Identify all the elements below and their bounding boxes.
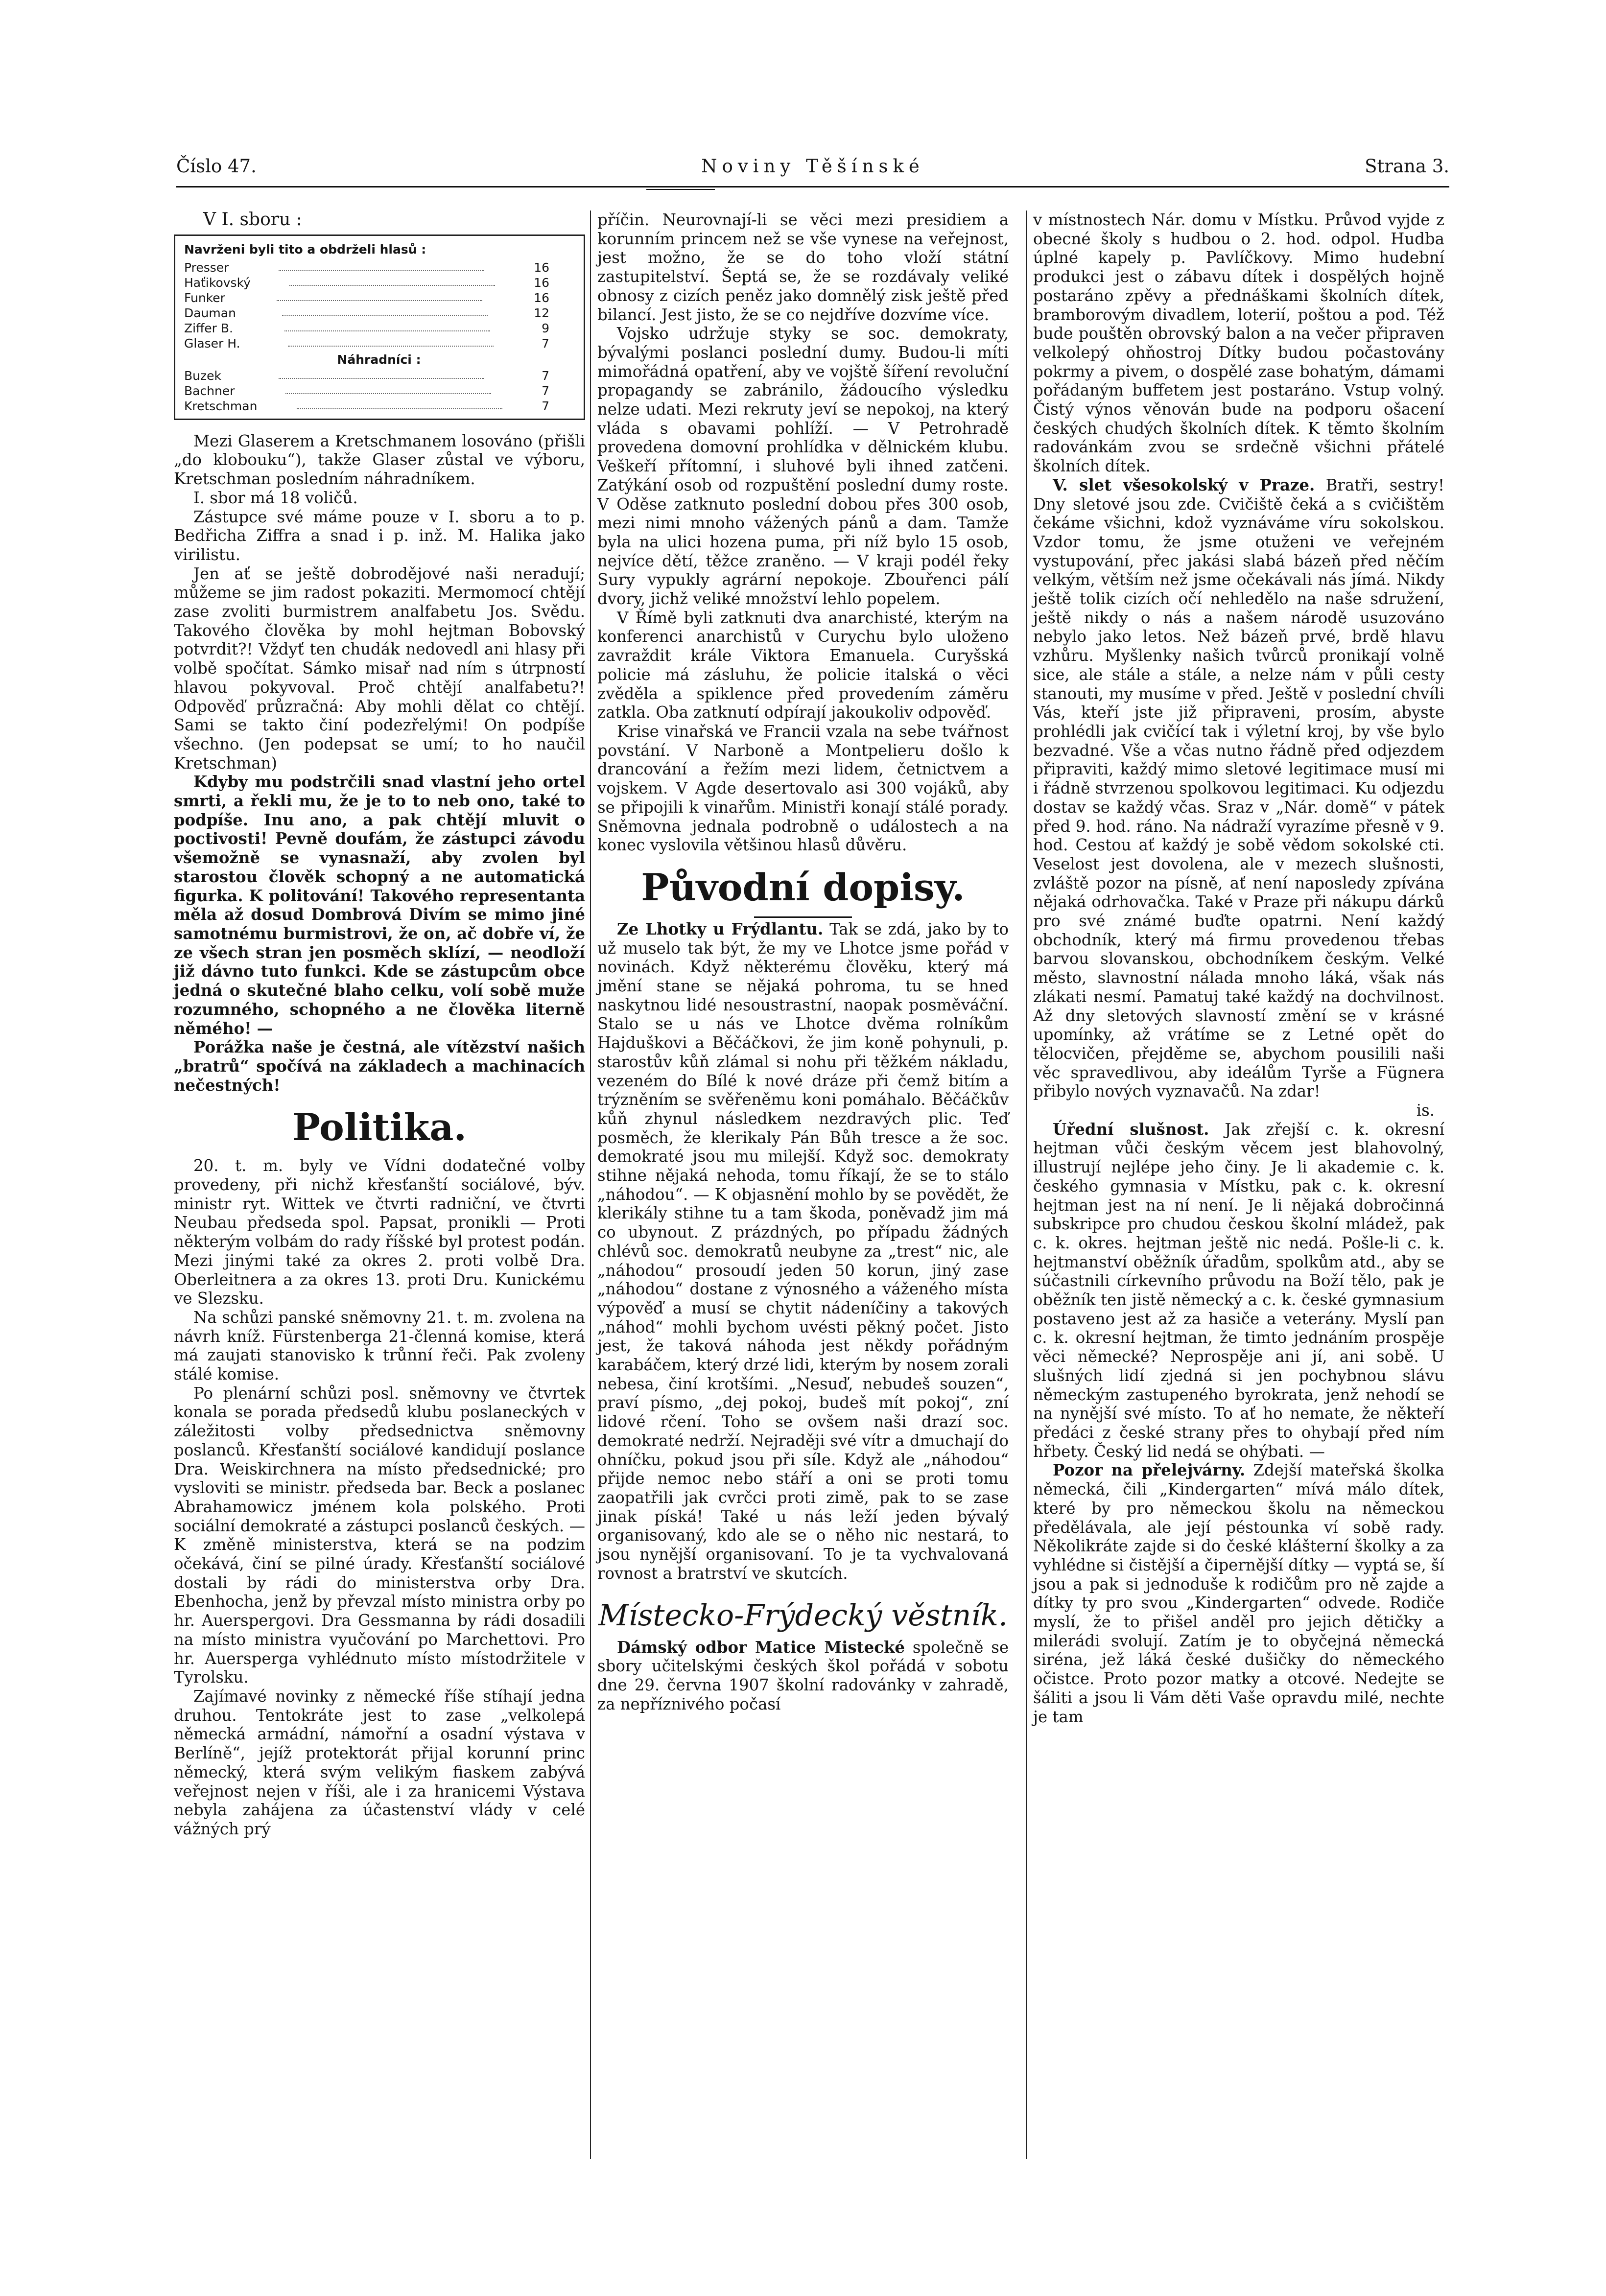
candidate-row [184,260,574,275]
news-heading: Dámský odbor Matice Mistecké [617,1638,905,1657]
news-item [597,1638,1009,1714]
candidate-name: Funker [184,290,225,305]
candidate-row [184,290,574,305]
page-header [176,156,1449,183]
column-divider-2 [1026,211,1027,2159]
candidate-votes: 16 [534,260,549,275]
vestnik-heading: Místecko-Frýdecký věstník. [598,1598,1008,1633]
paragraph: Jen ať se ještě dobrodějové naši neradují; můžeme se jim radost pokaziti. Mermomocí chtějí zase zvoliti burmistrem analfabetu Jos. Svědu. Takového člověka by mohl hejtman Bobovský potvrdit?! Vždyť ten chudák nedovedl ani hlasy při volbě spočítat. Sámko misař nad ním s útrpností hlavou pokyvoval. Proč chtějí analfabetu?! Odpověď průzračná: Aby mohli dělat co chtějí. Sami se takto činí podezřelými! On podpíše všechno. (Jen podepsat se umí; to ho naučil Kretschman) [174,564,585,773]
candidate-name: Presser [184,260,229,275]
box-title: Navrženi byli tito a obdrželi hlasů : [184,242,426,257]
dot-leader [297,398,502,409]
dot-leader [279,260,484,271]
news-item [1033,1461,1444,1726]
letter-lhotka [597,920,1009,1583]
issue-number: Číslo 47. [176,156,257,177]
news-item [1033,476,1444,1101]
dopisy-heading: Původní dopisy. [641,865,965,909]
news-text: Jak zřejší c. k. okresní hejtman vůči českým věcem jest blahovolný, illustrují nejlépe jeho činy. Je li akademie c. k. českého gymnasia v Místku, pak c. k. okresní hejtman jest na ní není. Je li nějaká dobročinná subskripce pro chudou českou školní mládež, pak c. k. okres. hejtman ještě nic nedá. Pošle-li c. k. hejtmanství oběžník úřadům, spolkům atd., aby se súčastnili církevního průvodu na Boží tělo, pak je oběžník ten jistě německý a c. k. české gymnasium postaveno jest až za hasiče a veterány. Myslí pan c. k. okresní hejtman, že timto jednáním prospěje věci německé? Neprospěje ani jí, ani sobě. U slušných lidí zjedná si jen pochybnou slávu německým zastupeného byrokrata, jenž nehodí se na nynější své místo. To ať ho nemate, že někteří předáci z české strany přes to ohybají před ním hřbety. Český lid nedá se ohýbati. — [1033,1120,1444,1461]
dot-leader [279,368,484,379]
paragraph: Zástupce své máme pouze v I. sboru a to p. Bedřicha Ziffra a snad i p. inž. M. Halika jako virilistu. [174,507,585,564]
candidate-name: Glaser H. [184,336,240,351]
paragraph: Vojsko udržuje styky se soc. demokraty, bývalými poslanci poslední dumy. Budou-li míti mimořádná opatření, aby ve vojště šíření revoluční propagandy se zabránilo, žádoucího výsledku nelze udati. Mezi rekruty jeví se nepokoj, na který vláda s obavami pohlíží. — V Petrohradě provedena domovní prohlídka v dělnickém klubu. Veškeří přítomní, i sluhové byli ihned zatčeni. Zatýkání osob od rozpuštění poslední dumy roste. V Oděse zatknuto poslední dobou přes 300 osob, mezi nimi mnoho vážených pánů a dam. Tamže byla na ulici hozena puma, při níž bylo 15 osob, nejvíce dětí, těžce zraněno. — V kraji podél řeky Sury vypukly agrární nepokoje. Zbouřenci pálí dvory, jichž veliké množství lehlo popelem. [597,324,1009,609]
substitute-votes: 7 [542,368,549,383]
header-rule [176,186,1449,187]
substitute-name: Kretschman [184,398,258,413]
candidate-name: Dauman [184,305,236,320]
candidate-votes: 16 [534,290,549,305]
candidate-row [184,321,574,336]
paragraph: Po plenární schůzi posl. sněmovny ve čtvrtek konala se porada předsedů klubu poslaneckých v záležitosti volby předsednictva sněmovny poslanců. Křesťanští sociálové kandidují poslance Dra. Weiskirchnera na místo předsednické; pro vysloviti se ministr. předseda bar. Beck a poslanec Abrahamowicz jménem kola polského. Proti sociální demokraté a zástupci poslanců českých. — K změně ministerstva, která se na podzim očekává, činí se pilné úrady. Křesťanští sociálové dostali by rádi do ministerstva orby Dra. Ebenhocha, jenž by převzal místo ministra orby po hr. Auerspergovi. Dra Gessmanna by rádi dosadili na místo ministra vyučování po Marchettovi. Pro hr. Auersperga vyhlédnuto místo místodržitele v Tyrolsku. [174,1383,585,1687]
paragraph: I. sbor má 18 voličů. [193,488,358,507]
paragraph: Krise vinařská ve Francii vzala na sebe tvářnost povstání. V Narboně a Montpelieru došlo k drancování a řežím mezi lidem, četnictvem a vojskem. V Agde desertovalo asi 300 vojáků, aby se připojili k vinařům. Ministři konají stálé porady. Sněmovna jednala podrobně o událostech a na konec vyslovila většinou hlasů důvěru. [597,722,1009,855]
paragraph: příčin. Neurovnají-li se věci mezi presidiem a korunním princem než se vše vynese na veřejnost, jest možno, že se do toho vloží státní zastupitelství. Šeptá se, že se rozdávaly veliké obnosy z cizích peněz jako domnělý zisk ještě před bilancí. Jest jisto, že se co nejdříve dozvíme více. [597,211,1009,324]
news-heading: Úřední slušnost. [1053,1120,1209,1139]
substitute-name: Buzek [184,368,221,383]
paragraph: Kdyby mu podstrčili snad vlastní jeho ortel smrti, a řekli mu, že je to to neb ono, také to podpíše. Inu ano, a pak chtějí mluvit o poctivosti! Pevně doufám, že zástupci závodu všemožně se vynasnaží, aby zvolen byl starostou člověk schopný a ne automatická figurka. K politování! Takového representanta měla až dosud Dombrová Divím se mimo jiné samotnému burmistrovi, že on, ač dobře ví, že ze všech stran jen posměch sklízí, — neodloží již dávno tuto funkci. Kde se zástupcům obce jedná o skutečné blaho celku, volí sobě muže rozumného, schopného a ne člověka literně němého! — [174,773,585,1038]
candidate-row [184,275,574,290]
paragraph: Na schůzi panské sněmovny 21. t. m. zvolena na návrh kníž. Fürstenberga 21-členná komise, která má zaujati stanovisko k trůnní řeči. Pak zvoleny stálé komise. [174,1308,585,1384]
paragraph: 20. t. m. byly ve Vídni dodatečné volby provedeny, při nichž křesťanští sociálové, býv. ministr ryt. Wittek ve čtvrti radniční, ve čtvrti Neubau předseda spol. Papsat, pronikli — Proti některým volbám do rady říšské byl protest podán. Mezi jinými také za okres 2. proti volbě Dra. Oberleitnera a za okres 13. proti Dru. Kunickému ve Slezsku. [174,1156,585,1308]
news-text: Zdejší mateřská školka německá, čili „Kindergarten“ mívá málo dítek, které by pro německou školu na německou předělávala, ale její péstounka ví sobě rady. Několikráte zajde si do české klášterní školky a za vyhlédne si čistější a čipernější dítky — vyptá se, ší jsou a pak si jednoduše k rodičům pro ně zajde a dítky ty pro svou „Kindergarten“ odvede. Rodiče myslí, že to přišel anděl pro jejich dětičky a milerádi svolují. Zatím je to obyčejná německá siréna, jež láká české dušičky do německého očistce. Proto pozor matky a otcové. Nedejte se šáliti a jsou li Vám děti Vaše opravdu milé, nechte je tam [1033,1461,1445,1726]
candidate-list [184,260,574,351]
substitute-votes: 7 [542,398,549,413]
substitute-row [184,368,574,383]
paragraph: Zajímavé novinky z německé říše stíhají jedna druhou. Tentokráte jest to zase „velkolepá německá armádní, námořní a osadní výstava v Berlíně“, jejíž protektorát přijal korunní princ německý, která svým velikým fiaskem zabývá veřejnost nejen v říši, ale i za hranicemi Výstava nebyla zahájena za účastenství vlády v celé vážných prý [174,1687,585,1838]
substitute-list [184,368,574,414]
column-divider-1 [590,211,591,2159]
page-number: Strana 3. [1365,156,1449,177]
news-text: společně se sbory učitelskými českých škol pořádá v sobotu dne 29. června 1907 školní radovánky v zahradě, za nepříznivého počasí [597,1638,1009,1713]
signature: is. [1416,1101,1435,1120]
letter-text: Tak se zdá, jako by to už muselo tak být, že my ve Lhotce jsme pořád v novinách. Když některému člověku, který má jmění stane se nějaká pohroma, tu se hned naskytnou lidé nesoustrastní, naopak posměváční. Stalo se u nás ve Lhotce dvěma rolníkům Hajduškovi a Běčáčkovi, že jim koně pohynuli, p. starostův kůň zlámal si nohu při těžkém nákladu, vezeném do Bílé k nové dráze při čemž bitím a trýzněním se svěřeněmu koni pomáhalo. Běčáčkův kůň zhynul následkem nezdravých plic. Teď posměch, že klerikaly Pán Bůh tresce a že soc. demokraté jsou mu milejší. Když soc. demokraty stihne nějaká nehoda, tomu říkají, že se to stálo „náhodou“. — K objasnění mohlo by se povědět, že klerikály stihne tu a tam škoda, poněvadž jim má co ubynout. Z prázdných, po případu žádných chlévů soc. demokratů neubyne za „trest“ nic, ale „náhodou“ prosoudí jeden 50 korun, jiný zase „náhodou“ dostane z výnosného a váženého místa výpověď a musí se chytit nádeníčiny a takových „náhod“ mohli bychom uvésti pěkný počet. Jisto jest, že taková náhoda jest někdy pořádným karabáčem, který drzé lidi, kterým by nosem zorali nebesa, činí krotšími. „Nesuď, nebudeš souzen“, praví písmo, „dej pokoj, budeš mít pokoj“, zní lidové rčení. Toho se ovšem naši drazí soc. demokraté nedrží. Nejraději své vítr a dmuchají do ohníčku, pokud jsou při síle. Když ale „náhodou“ přijde nemoc nebo stáří a oni se proti tomu zaopatřili jak cvrčci proti zimě, pak to se zase jinak píská! Také u nás leží jeden bývalý organisovaný, kdo ale se o něho nic nestará, to jsou nynější organisovaní. To je ta vychvalovaná rovnost a bratrství ve skutcích. [597,919,1009,1583]
heading-rule [754,916,852,918]
column-2 [597,211,1009,1713]
news-heading: Pozor na přelejvárny. [1053,1461,1246,1480]
dot-leader [282,305,488,316]
header-rule-short [646,189,715,190]
substitute-row [184,383,574,398]
news-item [1033,1120,1444,1461]
substitute-row [184,398,574,414]
candidate-votes: 9 [542,321,549,335]
paragraph: V Římě byli zatknuti dva anarchisté, kterým na konferenci anarchistů v Curychu bylo uloženo zavraždit krále Viktora Emanuela. Curyšská policie má zásluhu, že policie italská o věci zvěděla a spiklence před provedením záměru zatkla. Oba zatknutí odpírají jakoukoliv odpověď. [597,608,1009,722]
candidate-row [184,336,574,351]
politika-heading: Politika. [292,1105,467,1149]
dot-leader [277,290,482,301]
substitute-votes: 7 [542,383,549,398]
candidate-row [184,305,574,321]
dot-leader [284,321,490,331]
candidate-name: Ziffer B. [184,321,233,335]
column-1 [174,211,585,1839]
substitute-name: Bachner [184,383,235,398]
election-results-box [174,234,585,420]
substitutes-title: Náhradníci : [337,352,421,367]
paragraph: v místnostech Nár. domu v Místku. Průvod vyjde z obecné školy s hudbou o 2. hod. odpol. Hudba úplné kapely p. Pavlíčkovy. Mimo hudební produkci jest o zábavu dítek i dospělých hojně postaráno zpěvy a přednáškami školních dítek, bramborovým divadlem, loterií, poštou a pod. Též bude pouštěn obrovský balon a na večer připraven velkolepý ohňostroj Dítky budou počastovány pokrmy a pivem, o dospělé zase bohatým, dámami pořádaným buffetem jest postaráno. Vstup volný. Čistý výnos věnován bude na podporu ošacení českých chudých školních dítek. K těmto školním radovánkám zvou se srdečně všichni přátelé školních dítek. [1033,211,1444,476]
newspaper-title: Noviny Těšínské [701,156,924,177]
news-heading: V. slet všesokolský v Praze. [1053,475,1315,494]
dot-leader [289,275,495,286]
candidate-votes: 16 [534,275,549,290]
dot-leader [288,336,494,347]
candidate-votes: 7 [542,336,549,351]
dot-leader [285,383,491,394]
letter-heading: Ze Lhotky u Frýdlantu. [617,919,824,938]
election-section-title: V I. sboru : [203,210,302,230]
paragraph: Mezi Glaserem a Kretschmanem losováno (přišli „do klobouku“), takže Glaser zůstal ve výboru, Kretschman posledním náhradníkem. [174,431,585,489]
paragraph: Porážka naše je čestná, ale vítězství našich „bratrů“ spočívá na základech a machinacích nečestných! [174,1038,585,1095]
news-text: Bratři, sestry! Dny sletové jsou zde. Cvičiště čeká a s cvičištěm čekáme všichni, kdož vyznáváme víru sokolskou. Vzdor tomu, že jsme otuženi ve veřejném vystupování, přec jakási slabá bázeň před něčím velkým, větším než jsme očekávali nás jímá. Nikdy ještě tolik cizích očí nehledělo na naše sdružení, ještě nikdy o nás a našem národě usuzováno nebylo jako letos. Než bázeň prvé, brdě hlavu vzhůru. Myšlenky našich tvůrců pronikají volně sice, ale stále a stále, a nelze nám v půli cesty stanouti, my musíme v před. Ještě v poslední chvíli Vás, kteří jste již připraveni, prosím, abyste prohlédli jak cvičící tak i výletní kroj, by vše bylo bezvadné. Vše a včas nutno řádně před odjezdem připraviti, každý mimo sletové legitimace musí mi i řádně stvrzenou spolkovou legitimaci. Ku odjezdu dostav se každý včas. Sraz v „Nár. domě“ v pátek před 9. hod. ráno. Na nádraží vyrazíme přesně v 9. hod. Cestou ať každý je sobě vědom sokolské cti. Veselost jest dovolena, ale v mezech slušnosti, zvláště pozor na písně, ať není naposledy zpívána nějaká odrhovačka. Také v Praze při nákupu dárků pro své známé buďte opatrni. Není každý obchodník, který má firmu provedenou třebas barvou slovanskou, obchodníkem českým. Velké město, slavnostní nálada mnoho láká, však nás zlákati nesmí. Pamatuj také každý na dochvilnost. Až dny sletových slavností změní se v krásné upomínky, až vrátíme se z Letné opět do tělocvičen, přejděme se, abychom pousilili naši věc spravedlivou, aby ideálům Tyrše a Fügnera přibylo nových vyznavačů. Na zdar! [1033,475,1444,1101]
candidate-name: Haťikovský [184,275,251,290]
column-3 [1033,211,1444,1726]
candidate-votes: 12 [534,305,549,320]
